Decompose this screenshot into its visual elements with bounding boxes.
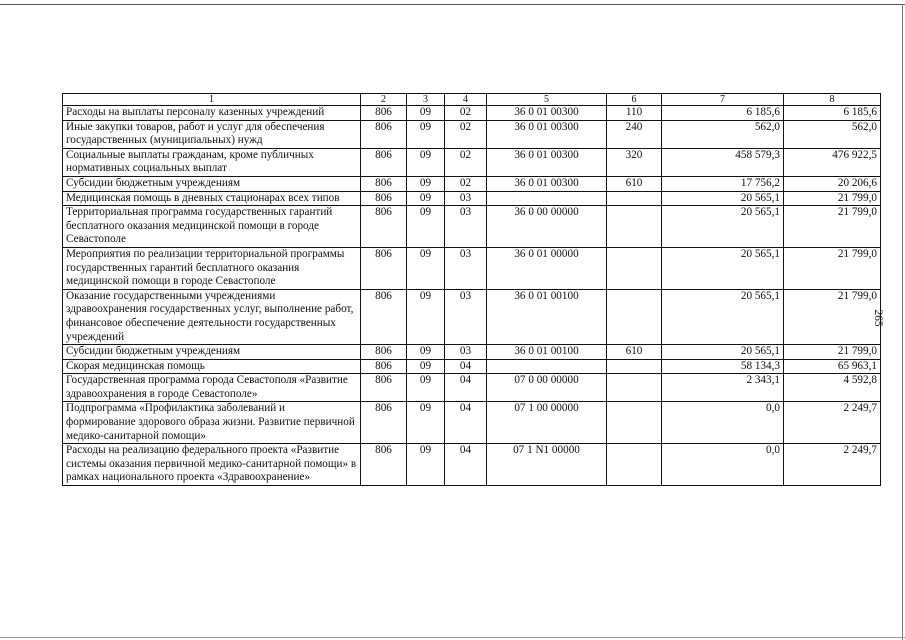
row-subsection: 02 <box>445 148 487 176</box>
row-expense-type <box>607 444 662 486</box>
row-amount-year-2: 21 799,0 <box>784 191 881 206</box>
header-cell-1: 1 <box>63 94 361 106</box>
row-section: 09 <box>407 247 445 289</box>
row-subsection: 04 <box>445 444 487 486</box>
table-row <box>63 247 881 289</box>
row-target-article: 36 0 00 00000 <box>487 206 607 248</box>
row-amount-year-2: 65 963,1 <box>784 359 881 374</box>
row-section: 09 <box>407 402 445 444</box>
row-target-article: 36 0 01 00300 <box>487 106 607 121</box>
row-ministry-code: 806 <box>361 106 407 121</box>
row-name: Иные закупки товаров, работ и услуг для обеспечения государственных (муниципальных) нужд <box>63 120 361 148</box>
row-subsection: 04 <box>445 374 487 402</box>
row-amount-year-1: 0,0 <box>662 402 784 444</box>
header-cell-4: 4 <box>445 94 487 106</box>
row-amount-year-1: 458 579,3 <box>662 148 784 176</box>
row-section: 09 <box>407 120 445 148</box>
row-amount-year-2: 21 799,0 <box>784 289 881 344</box>
row-amount-year-2: 21 799,0 <box>784 345 881 360</box>
scan-border-top <box>0 4 905 5</box>
row-amount-year-1: 20 565,1 <box>662 247 784 289</box>
table-row <box>63 191 881 206</box>
row-amount-year-2: 2 249,7 <box>784 402 881 444</box>
row-ministry-code: 806 <box>361 444 407 486</box>
row-amount-year-2: 21 799,0 <box>784 247 881 289</box>
row-subsection: 04 <box>445 359 487 374</box>
table-row <box>63 106 881 121</box>
row-subsection: 03 <box>445 345 487 360</box>
row-target-article: 36 0 01 00300 <box>487 120 607 148</box>
row-amount-year-1: 20 565,1 <box>662 206 784 248</box>
row-amount-year-1: 20 565,1 <box>662 289 784 344</box>
row-expense-type: 610 <box>607 176 662 191</box>
row-expense-type <box>607 374 662 402</box>
row-ministry-code: 806 <box>361 289 407 344</box>
header-cell-2: 2 <box>361 94 407 106</box>
row-target-article: 36 0 01 00000 <box>487 247 607 289</box>
row-name: Субсидии бюджетным учреждениям <box>63 345 361 360</box>
row-amount-year-1: 58 134,3 <box>662 359 784 374</box>
scan-border-bottom <box>0 637 905 638</box>
row-target-article <box>487 191 607 206</box>
row-ministry-code: 806 <box>361 176 407 191</box>
header-cell-6: 6 <box>607 94 662 106</box>
row-expense-type <box>607 359 662 374</box>
row-amount-year-2: 562,0 <box>784 120 881 148</box>
table-row <box>63 206 881 248</box>
row-name: Расходы на реализацию федерального проекта «Развитие системы оказания первичной медико-санитарной помощи» в рамках национального проекта «Здравоохранение» <box>63 444 361 486</box>
row-subsection: 03 <box>445 289 487 344</box>
header-cell-8: 8 <box>784 94 881 106</box>
row-expense-type <box>607 289 662 344</box>
table-row <box>63 402 881 444</box>
row-ministry-code: 806 <box>361 148 407 176</box>
row-name: Расходы на выплаты персоналу казенных учреждений <box>63 106 361 121</box>
row-amount-year-2: 476 922,5 <box>784 148 881 176</box>
row-amount-year-2: 2 249,7 <box>784 444 881 486</box>
row-amount-year-1: 17 756,2 <box>662 176 784 191</box>
row-section: 09 <box>407 289 445 344</box>
row-subsection: 02 <box>445 120 487 148</box>
row-target-article: 36 0 01 00100 <box>487 345 607 360</box>
row-name: Подпрограмма «Профилактика заболеваний и формирование здорового образа жизни. Развитие первичной медико-санитарной помощи» <box>63 402 361 444</box>
row-amount-year-2: 4 592,8 <box>784 374 881 402</box>
row-amount-year-1: 20 565,1 <box>662 191 784 206</box>
row-target-article: 36 0 01 00300 <box>487 148 607 176</box>
row-target-article <box>487 359 607 374</box>
row-ministry-code: 806 <box>361 120 407 148</box>
page-number: 265 <box>872 309 884 327</box>
table-row <box>63 289 881 344</box>
row-target-article: 07 1 00 00000 <box>487 402 607 444</box>
row-name: Скорая медицинская помощь <box>63 359 361 374</box>
header-cell-5: 5 <box>487 94 607 106</box>
row-target-article: 36 0 01 00100 <box>487 289 607 344</box>
row-section: 09 <box>407 206 445 248</box>
row-name: Оказание государственными учреждениями здравоохранения государственных услуг, выполнение работ, финансовое обеспечение деятельности государственных учреждений <box>63 289 361 344</box>
row-subsection: 03 <box>445 191 487 206</box>
row-name: Государственная программа города Севастополя «Развитие здравоохранения в городе Севастополе» <box>63 374 361 402</box>
row-amount-year-1: 20 565,1 <box>662 345 784 360</box>
row-name: Территориальная программа государственных гарантий бесплатного оказания медицинской помощи в городе Севастополе <box>63 206 361 248</box>
row-name: Медицинская помощь в дневных стационарах всех типов <box>63 191 361 206</box>
row-name: Субсидии бюджетным учреждениям <box>63 176 361 191</box>
row-ministry-code: 806 <box>361 191 407 206</box>
row-section: 09 <box>407 359 445 374</box>
row-subsection: 02 <box>445 106 487 121</box>
table-row <box>63 176 881 191</box>
row-amount-year-1: 2 343,1 <box>662 374 784 402</box>
row-section: 09 <box>407 374 445 402</box>
table-row <box>63 444 881 486</box>
row-section: 09 <box>407 191 445 206</box>
row-expense-type: 110 <box>607 106 662 121</box>
row-amount-year-1: 6 185,6 <box>662 106 784 121</box>
table-row <box>63 120 881 148</box>
row-amount-year-2: 21 799,0 <box>784 206 881 248</box>
row-name: Мероприятия по реализации территориальной программы государственных гарантий бесплатного оказания медицинской помощи в городе Севастополе <box>63 247 361 289</box>
row-section: 09 <box>407 106 445 121</box>
row-subsection: 03 <box>445 247 487 289</box>
row-ministry-code: 806 <box>361 402 407 444</box>
row-expense-type <box>607 206 662 248</box>
row-target-article: 07 1 N1 00000 <box>487 444 607 486</box>
row-ministry-code: 806 <box>361 359 407 374</box>
table-row <box>63 359 881 374</box>
row-ministry-code: 806 <box>361 374 407 402</box>
budget-table <box>62 93 881 486</box>
row-target-article: 07 0 00 00000 <box>487 374 607 402</box>
row-section: 09 <box>407 444 445 486</box>
row-ministry-code: 806 <box>361 206 407 248</box>
row-name: Социальные выплаты гражданам, кроме публичных нормативных социальных выплат <box>63 148 361 176</box>
row-section: 09 <box>407 148 445 176</box>
table-row <box>63 374 881 402</box>
row-expense-type: 240 <box>607 120 662 148</box>
header-row <box>63 94 881 106</box>
row-amount-year-2: 20 206,6 <box>784 176 881 191</box>
row-amount-year-1: 562,0 <box>662 120 784 148</box>
row-expense-type <box>607 247 662 289</box>
header-cell-3: 3 <box>407 94 445 106</box>
row-ministry-code: 806 <box>361 345 407 360</box>
row-ministry-code: 806 <box>361 247 407 289</box>
table-row <box>63 148 881 176</box>
row-expense-type <box>607 191 662 206</box>
row-target-article: 36 0 01 00300 <box>487 176 607 191</box>
row-expense-type: 320 <box>607 148 662 176</box>
row-subsection: 04 <box>445 402 487 444</box>
header-cell-7: 7 <box>662 94 784 106</box>
row-expense-type: 610 <box>607 345 662 360</box>
row-amount-year-1: 0,0 <box>662 444 784 486</box>
scan-border-right <box>902 4 903 640</box>
table-row <box>63 345 881 360</box>
row-section: 09 <box>407 176 445 191</box>
row-subsection: 02 <box>445 176 487 191</box>
row-amount-year-2: 6 185,6 <box>784 106 881 121</box>
row-expense-type <box>607 402 662 444</box>
row-subsection: 03 <box>445 206 487 248</box>
row-section: 09 <box>407 345 445 360</box>
